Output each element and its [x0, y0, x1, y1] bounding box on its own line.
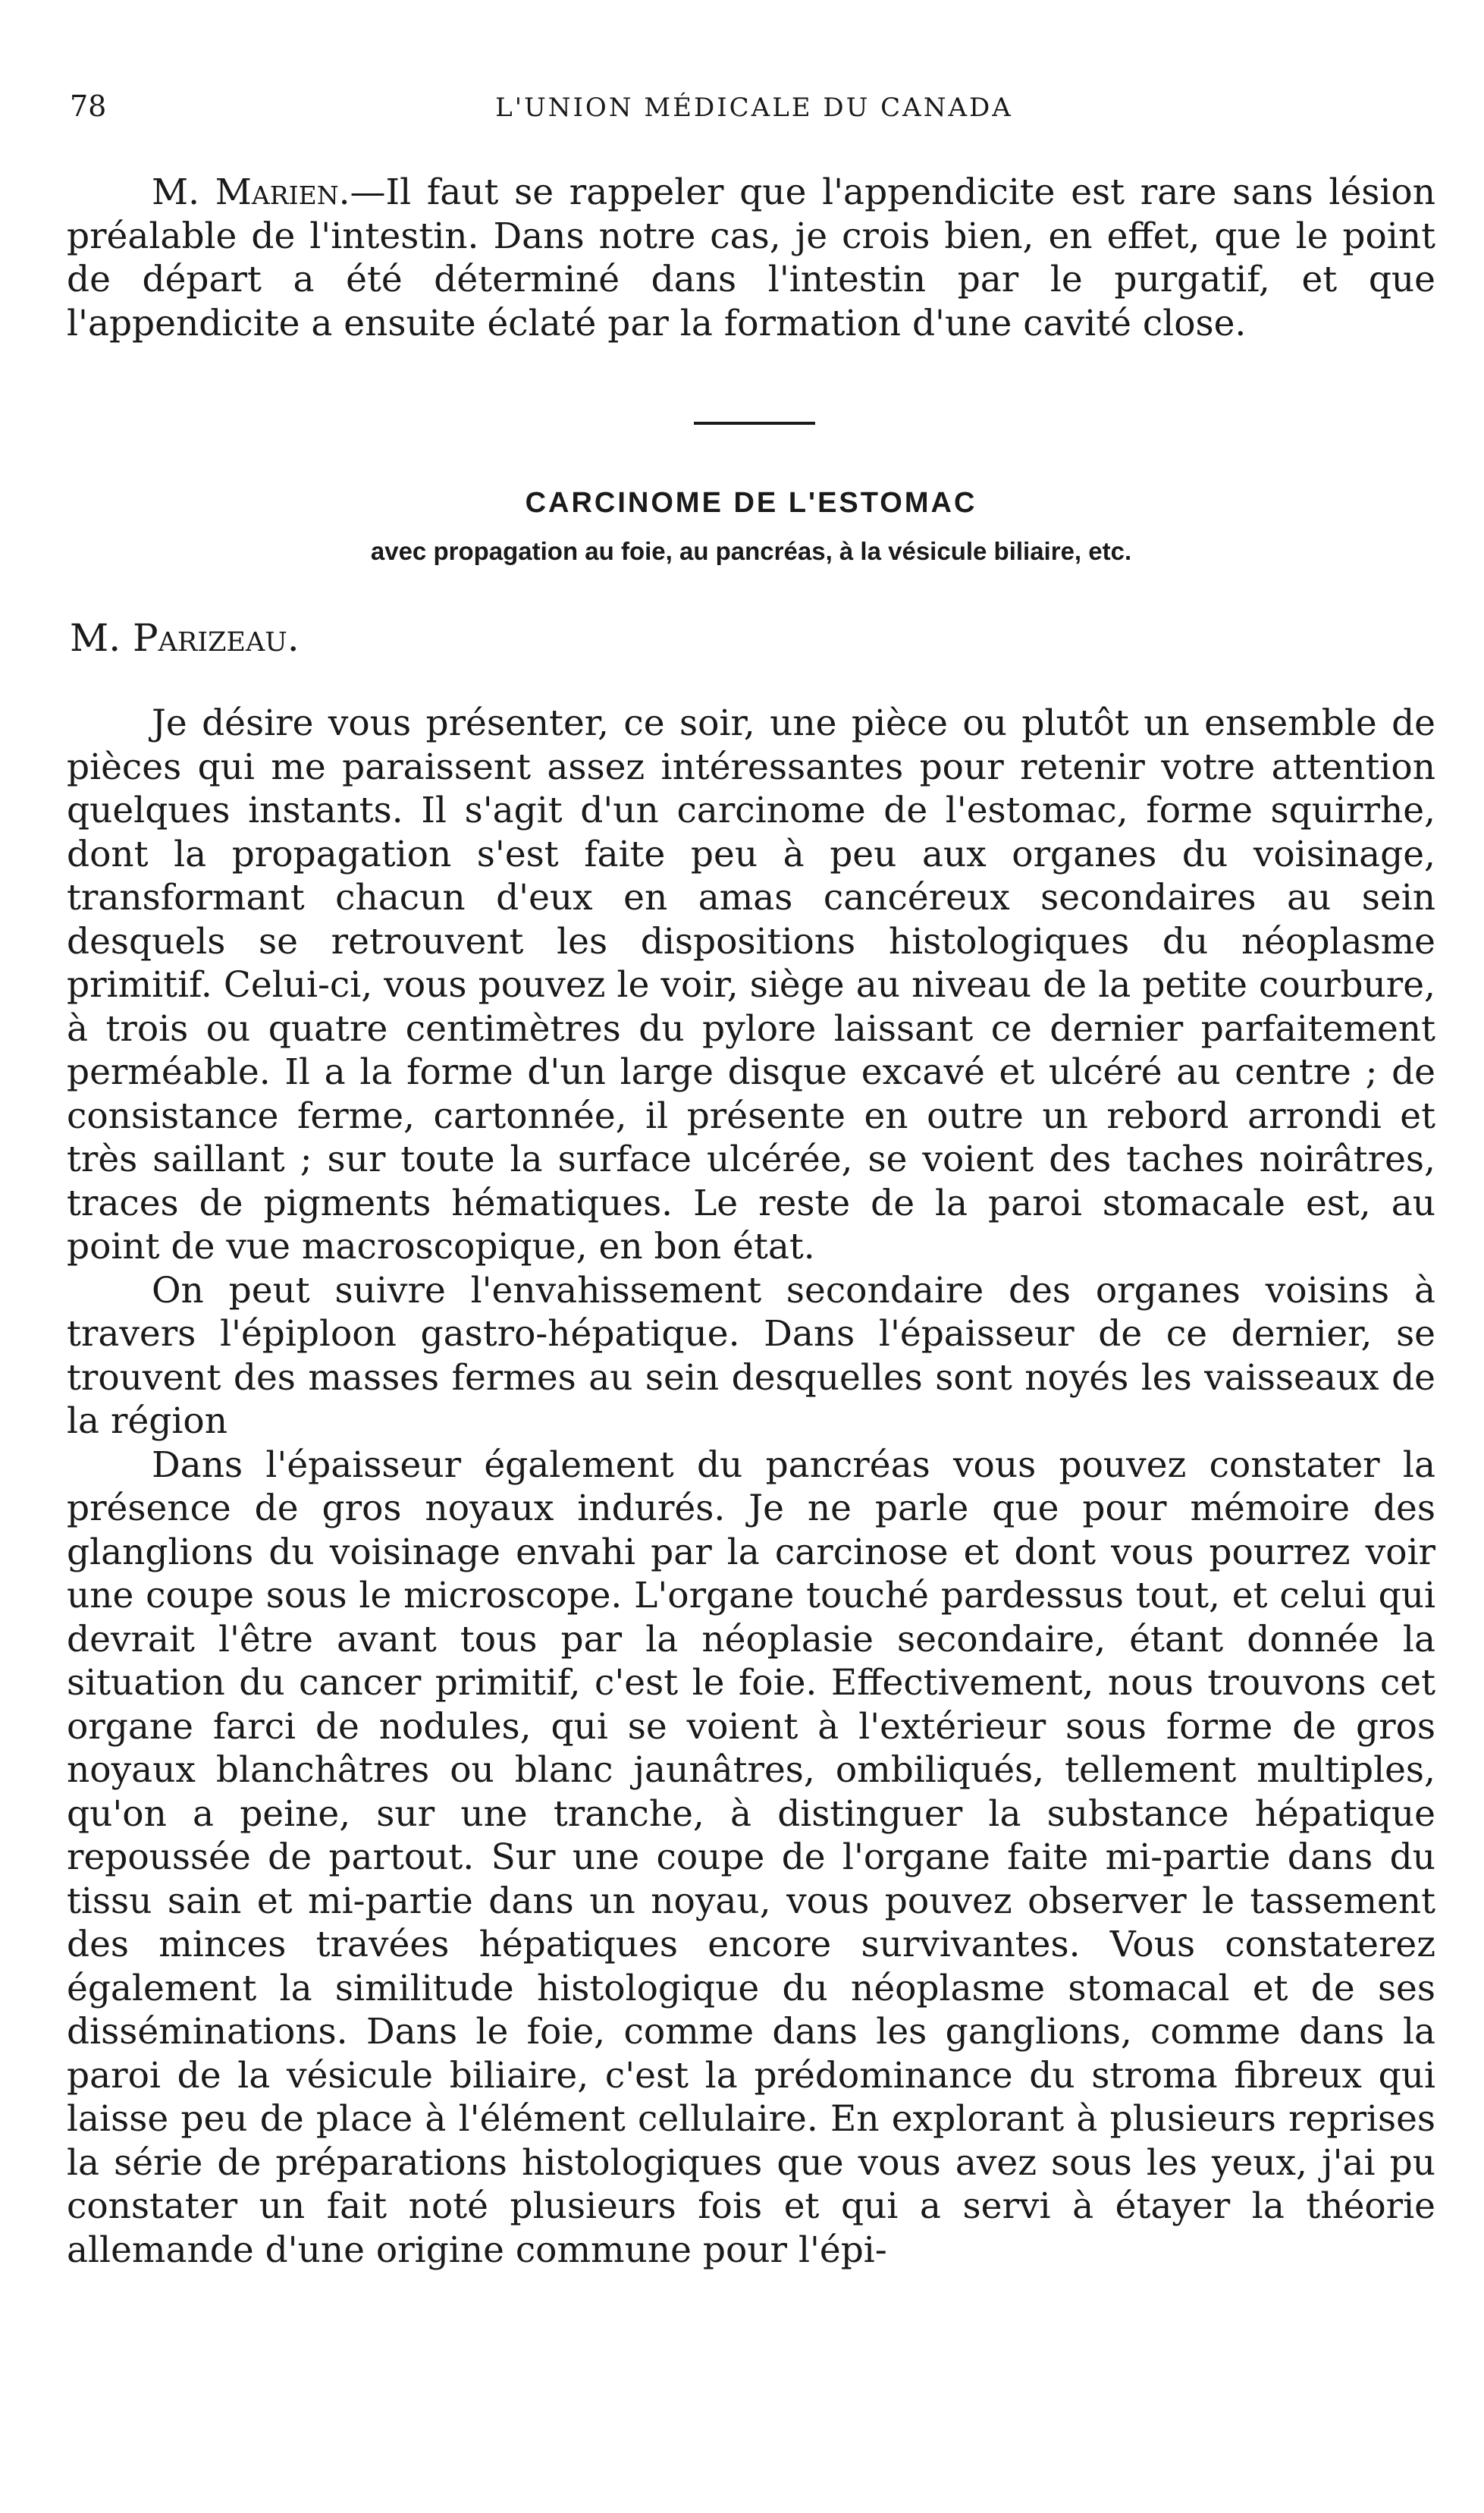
journal-title: L'UNION MÉDICALE DU CANADA — [495, 93, 1013, 123]
paragraph-pancreas-liver: Dans l'épaisseur également du pancréas vous pouvez constater la présence de gros noyaux indurés. Je ne parle que pour mémoire des glanglions du voisinage envahi par la carcinose et dont vous pourrez voir une coupe sous le microscope. L'organe touché pardessus tout, et celui qui devrait l'être avant tous par la néoplasie secondaire, étant donnée la situation du cancer primitif, c'est le foie. Effectivement, nous trouvons cet organe farci de nodules, qui se voient à l'extérieur sous forme de gros noyaux blanchâtres ou blanc jaunâtres, ombiliqués, tellement multiples, qu'on a peine, sur une tranche, à distinguer la substance hépatique repoussée de partout. Sur une coupe de l'organe faite mi-partie dans du tissu sain et mi-partie dans un noyau, vous pouvez observer le tassement des minces travées hépatiques encore survivantes. Vous constaterez également la similitude histologique du néoplasme stomacal et de ses disséminations. Dans le foie, comme dans les ganglions, comme dans la paroi de la vésicule biliaire, c'est la prédominance du stroma fibreux qui laisse peu de place à l'élément cellulaire. En explorant à plusieurs reprises la série de préparations histologiques que vous avez sous les yeux, j'ai pu constater un fait noté plusieurs fois et qui a servi à étayer la théorie allemande d'une origine commune pour l'épi- — [67, 1443, 1435, 2271]
paragraph-presentation: Je désire vous présenter, ce soir, une pièce ou plutôt un ensemble de pièces qui me paraissent assez intéressantes pour retenir votre attention quelques instants. Il s'agit d'un carcinome de l'estomac, forme squirrhe, dont la propagation s'est faite peu à peu aux organes du voisinage, transformant chacun d'eux en amas cancéreux secondaires au sein desquels se retrouvent les dispositions histologiques du néoplasme primitif. Celui-ci, vous pouvez le voir, siège au niveau de la petite courbure, à trois ou quatre centimètres du pylore laissant ce dernier parfaitement perméable. Il a la forme d'un large disque excavé et ulcéré au centre ; de consistance ferme, cartonnée, il présente en outre un rebord arrondi et très saillant ; sur toute la surface ulcérée, se voient des taches noirâtres, traces de pigments hématiques. Le reste de la paroi stomacale est, au point de vue macroscopique, en bon état. — [67, 702, 1435, 1267]
section-divider — [694, 422, 815, 425]
paragraph-spread: On peut suivre l'envahissement secondaire des organes voisins à travers l'épiploon gastro-hépatique. Dans l'épaisseur de ce dernier, se trouvent des masses fermes au sein desquelles sont noyés les vaisseaux de la région — [67, 1269, 1435, 1442]
speaker-name: M. Marien. — [152, 171, 350, 213]
section-speaker: M. Parizeau. — [70, 616, 300, 660]
opening-text: —Il faut se rappeler que l'appendicite est rare sans lésion préalable de l'intestin. Dans notre cas, je crois bien, en effet, que le point de départ a été déterminé dans l'intestin par le purgatif, et que l'appendicite a ensuite éclaté par la formation d'une cavité close. — [67, 171, 1435, 344]
case-presentation — [67, 702, 1435, 2272]
page-number: 78 — [70, 90, 107, 123]
section-subtitle: avec propagation au foie, au pancréas, à la vésicule biliaire, etc. — [370, 537, 1132, 565]
section-title: CARCINOME DE L'ESTOMAC — [525, 487, 977, 519]
opening-remark — [67, 171, 1435, 345]
running-head — [70, 90, 1439, 135]
opening-paragraph — [67, 171, 1435, 345]
